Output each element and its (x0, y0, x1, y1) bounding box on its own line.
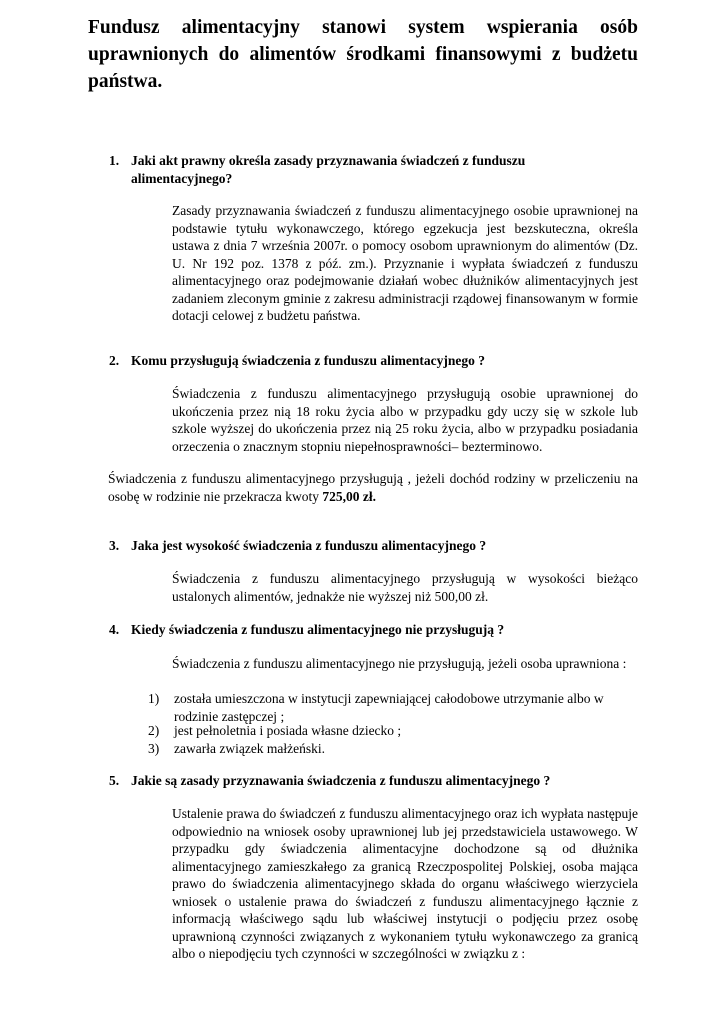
answer-2: Świadczenia z funduszu alimentacyjnego przysługują osobie uprawnionej do ukończenia przez nią 18 roku życia albo w przypadku gdy uczy się w szkole lub szkole wyższej do ukończenia przez nią 25 roku życia, albo w przypadku posiadania orzeczenia o znacznym stopniu niepełnosprawności– bezterminowo. (172, 386, 638, 454)
question-1 (109, 152, 571, 188)
list-item (148, 740, 640, 758)
question-2 (109, 352, 601, 370)
answer-1: Zasady przyznawania świadczeń z funduszu alimentacyjnego osobie uprawnionej na podstawie tytułu wykonawczego, którego egzekucja jest bezskuteczna, określa ustawa z dnia 7 września 2007r. o pomocy osobom uprawnionym do alimentów (Dz. U. Nr 192 poz. 1378 z póź. zm.). Przyznanie i wypłata świadczeń z funduszu alimentacyjnego oraz podejmowanie działań wobec dłużników alimentacyjnych jest zadaniem zleconym gminie z zakresu administracji rządowej finansowanym w formie dotacji celowej z budżetu państwa. (172, 203, 638, 323)
list-item (148, 722, 640, 740)
list-item-number: 3) (148, 741, 160, 756)
list-item-text: została umieszczona w instytucji zapewniającej całodobowe utrzymanie albo w rodzinie zastępczej ; (174, 691, 604, 724)
question-number: 5. (109, 773, 120, 788)
income-limit-amount: 725,00 zł. (322, 488, 377, 504)
list-item-text: jest pełnoletnia i posiada własne dziecko ; (174, 723, 402, 738)
answer-3: Świadczenia z funduszu alimentacyjnego przysługują w wysokości bieżąco ustalonych alimentów, jednakże nie wyższej niż 500,00 zł. (172, 571, 638, 604)
question-text: Jaki akt prawny określa zasady przyznawania świadczeń z funduszu alimentacyjnego? (131, 153, 526, 186)
question-text: Jakie są zasady przyznawania świadczenia z funduszu alimentacyjnego ? (131, 773, 551, 788)
question-3 (109, 537, 601, 555)
list-item (148, 690, 640, 725)
income-note-text: Świadczenia z funduszu alimentacyjnego przysługują , jeżeli dochód rodziny w przeliczeniu na osobę w rodzinie nie przekracza kwoty (108, 471, 638, 504)
question-text: Kiedy świadczenia z funduszu alimentacyjnego nie przysługują ? (131, 622, 505, 637)
question-5 (109, 772, 621, 790)
question-number: 1. (109, 153, 120, 168)
question-number: 4. (109, 622, 120, 637)
question-number: 2. (109, 353, 120, 368)
income-note (108, 470, 638, 505)
list-item-number: 2) (148, 723, 160, 738)
question-text: Jaka jest wysokość świadczenia z funduszu alimentacyjnego ? (131, 538, 487, 553)
question-text: Komu przysługują świadczenia z funduszu alimentacyjnego ? (131, 353, 486, 368)
question-4 (109, 621, 601, 639)
list-item-number: 1) (148, 691, 160, 706)
page-title: Fundusz alimentacyjny stanowi system wspierania osób uprawnionych do alimentów środkami finansowymi z budżetu państwa. (88, 17, 638, 92)
list-item-text: zawarła związek małżeński. (174, 741, 326, 756)
question-number: 3. (109, 538, 120, 553)
answer-5: Ustalenie prawa do świadczeń z funduszu alimentacyjnego oraz ich wypłata następuje odpowiednio na wniosek osoby uprawnionej lub jej przedstawiciela ustawowego. W przypadku gdy świadczenia alimentacyjne dochodzone są od dłużnika alimentacyjnego zamieszkałego za granicą Rzeczpospolitej Polskiej, osoba mająca prawo do świadczenia alimentacyjnego składa do organu właściwego wierzyciela wniosek o ustalenie prawa do świadczeń z funduszu alimentacyjnego łącznie z informacją właściwego sądu lub właściwej instytucji o podjęciu przez osobę uprawnioną czynności związanych z wykonaniem tytułu wykonawczego za granicą albo o niepodjęciu tych czynności w szczególności w związku z : (172, 806, 638, 961)
answer-4: Świadczenia z funduszu alimentacyjnego nie przysługują, jeżeli osoba uprawniona : (172, 656, 627, 671)
